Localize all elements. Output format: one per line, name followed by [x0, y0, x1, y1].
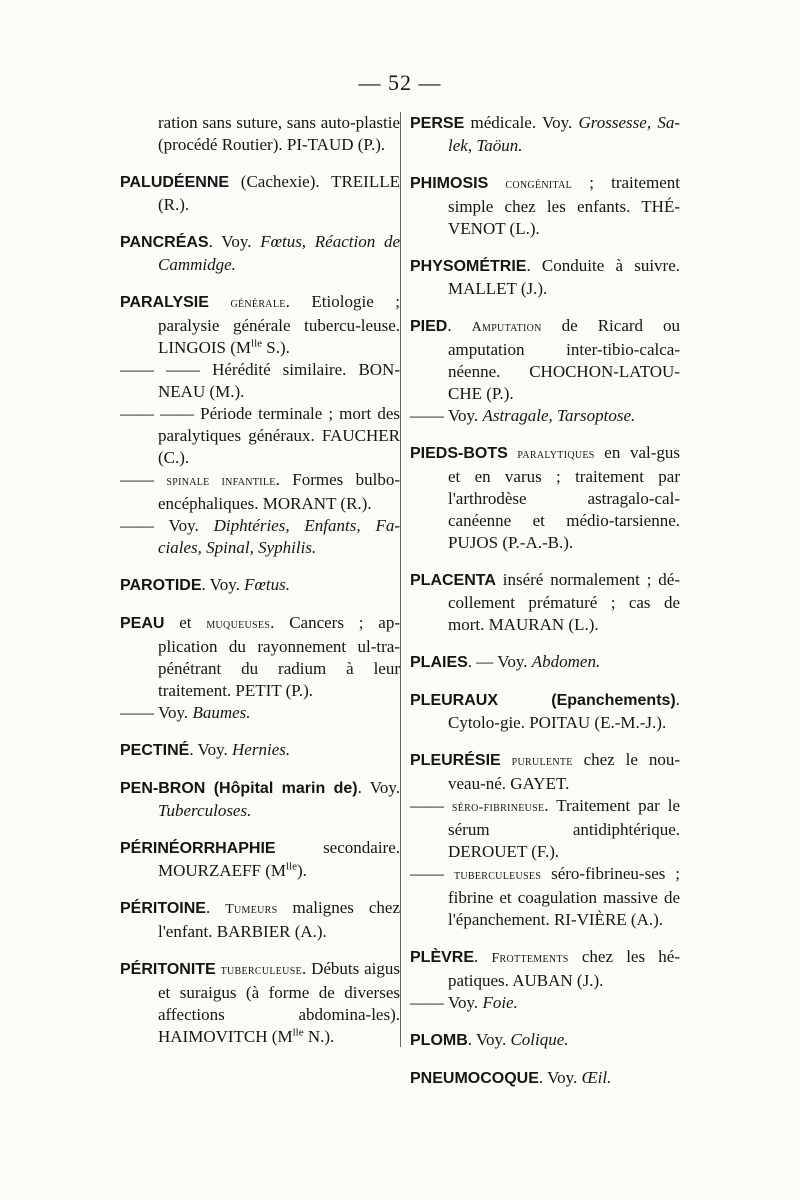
entry-text: —— —— Hérédité similaire. BON-NEAU (M.).	[120, 360, 400, 401]
entry-text: . — Voy.	[467, 652, 532, 671]
entry-text: lle	[286, 860, 297, 873]
entry-text: Fœtus, Réaction de Cammidge.	[158, 232, 400, 274]
entry-heading: PLAIES	[410, 654, 468, 671]
entry-text: Astragale, Tarsoptose.	[482, 406, 636, 425]
index-entry	[120, 958, 400, 1048]
entry-text	[209, 292, 231, 311]
index-entry	[120, 612, 400, 702]
entry-text: —— —— Période terminale ; mort des paralytiques généraux. FAUCHER (C.).	[120, 404, 400, 467]
index-entry	[410, 172, 680, 240]
column-divider	[400, 112, 401, 1047]
index-entry	[410, 255, 680, 300]
index-entry	[410, 442, 680, 554]
entry-text: Amputation	[471, 320, 542, 335]
entry-text: chez le nou-veau-né. GAYET.	[448, 750, 680, 793]
entry-text: (Cachexie). TREILLE (R.).	[158, 172, 400, 214]
entry-text: —— Voy.	[120, 703, 193, 722]
entry-text: —— Voy.	[120, 516, 214, 535]
entry-text	[488, 173, 505, 192]
entry-text: . Voy.	[357, 778, 400, 797]
entry-heading: PIEDS-BOTS	[410, 445, 508, 462]
entry-text: générale	[230, 296, 286, 311]
entry-text: Tumeurs	[225, 902, 278, 917]
entry-heading: PLÈVRE	[410, 949, 475, 966]
entry-heading: PERSE	[410, 115, 465, 132]
index-entry	[410, 992, 680, 1014]
index-entry	[120, 291, 400, 359]
entry-text: . Etiologie ; paralysie générale tubercu-leuse. LINGOIS (M	[158, 292, 401, 357]
entry-heading: PARALYSIE	[120, 294, 209, 311]
index-entry	[410, 112, 680, 157]
entry-text: S.).	[262, 338, 290, 357]
entry-text: ).	[297, 861, 307, 880]
index-entry	[120, 515, 400, 559]
entry-text: . Voy.	[208, 232, 261, 251]
entry-heading: PÉRINÉORRHAPHIE	[120, 840, 276, 857]
entry-text: . Cytolo-gie. POITAU (E.-M.-J.).	[448, 690, 680, 732]
entry-text: Fœtus.	[244, 575, 290, 594]
index-entry	[120, 574, 400, 597]
entry-heading: PÉRITOINE	[120, 900, 206, 917]
entry-text: secondaire. MOURZAEFF (M	[158, 838, 400, 880]
entry-text: inséré normalement ; dé-collement prématuré ; cas de mort. MAURAN (L.).	[448, 570, 680, 634]
entry-text: purulente	[511, 754, 573, 769]
index-entry	[410, 315, 680, 405]
entry-text: et	[164, 613, 207, 632]
entry-text: Œil.	[581, 1068, 612, 1087]
left-column	[120, 112, 400, 1048]
entry-text: lle	[251, 337, 263, 350]
entry-text: muqueuses	[206, 617, 271, 632]
entry-heading: PHYSOMÉTRIE	[410, 258, 527, 275]
entry-heading: PÉRITONITE	[120, 961, 216, 978]
page-number: — 52 —	[358, 70, 442, 95]
entry-text: . Voy.	[538, 1068, 582, 1087]
entry-text: Grossesse, Sa-lek, Taöun.	[448, 113, 680, 155]
index-entry	[410, 795, 680, 863]
entry-text: séro-fibrineuse	[451, 800, 545, 815]
index-entry	[410, 1029, 680, 1052]
index-entry	[120, 231, 400, 276]
entry-text: . Débuts aigus et suraigus (à forme de diverses affections abdomina-les). HAIMOVITCH (M	[158, 959, 401, 1046]
index-entry	[410, 946, 680, 992]
entry-text: . Traitement par le sérum antidiphtérique. DEROUET (F.).	[448, 796, 680, 861]
entry-text: congénital	[505, 177, 573, 192]
entry-text: .	[474, 947, 492, 966]
entry-text: Tuberculoses.	[158, 801, 252, 820]
index-entry	[410, 689, 680, 734]
entry-text: —— Voy.	[410, 993, 483, 1012]
entry-heading: PNEUMOCOQUE	[410, 1070, 539, 1087]
entry-text: séro-fibrineu-ses ; fibrine et coagulation massive de l'épanchement. RI-VIÈRE (A.).	[448, 864, 681, 929]
index-entry	[120, 897, 400, 943]
entry-text	[501, 750, 512, 769]
index-entry	[120, 469, 400, 515]
entry-text: Diphtéries, Enfants, Fa-ciales, Spinal, Syphilis.	[158, 516, 400, 557]
entry-text: ——	[410, 796, 452, 815]
index-entry	[410, 749, 680, 795]
entry-heading: PALUDÉENNE	[120, 174, 230, 191]
entry-heading: PEAU	[120, 615, 165, 632]
entry-text: lle	[292, 1026, 304, 1039]
index-entry	[120, 403, 400, 469]
entry-text: de Ricard ou amputation inter-tibio-calca-néenne. CHOCHON-LATOU-CHE (P.).	[448, 316, 681, 403]
entry-text: Hernies.	[232, 740, 291, 759]
entry-heading: PANCRÉAS	[120, 234, 209, 251]
entry-text: .	[205, 898, 226, 917]
right-column	[410, 112, 680, 1090]
entry-text: Foie.	[482, 993, 518, 1012]
index-entry	[120, 777, 400, 822]
entry-heading: PLEURÉSIE	[410, 752, 501, 769]
index-entry	[410, 405, 680, 427]
index-entry	[120, 702, 400, 724]
entry-text: en val-gus et en varus ; traitement par l'arthrodèse astragalo-cal-canéenne et médio-tarsienne. PUJOS (P.-A.-B.).	[448, 443, 681, 552]
entry-text: . Cancers ; ap-plication du rayonnement ul-tra-pénétrant du radium à leur traitement. PETIT (P.).	[158, 613, 400, 700]
entry-text: ; traitement simple chez les enfants. THÉ-VENOT (L.).	[448, 173, 681, 238]
index-entry	[120, 837, 400, 882]
entry-text: ——	[410, 864, 454, 883]
entry-text: Baumes.	[192, 703, 251, 722]
entry-text: .	[447, 316, 472, 335]
entry-text: Frottements	[491, 951, 569, 966]
entry-text	[508, 443, 518, 462]
index-entry	[410, 1067, 680, 1090]
entry-heading: PLOMB	[410, 1032, 468, 1049]
entry-text: . Voy.	[201, 575, 245, 594]
entry-text: médicale. Voy.	[464, 113, 579, 132]
entry-heading: PECTINÉ	[120, 742, 190, 759]
index-entry	[410, 863, 680, 931]
entry-text: . Voy.	[467, 1030, 511, 1049]
index-entry	[120, 359, 400, 403]
entry-heading: PHIMOSIS	[410, 175, 489, 192]
entry-heading: PLEURAUX (Epanchements)	[410, 692, 676, 709]
entry-text: ——	[120, 470, 167, 489]
entry-heading: PEN-BRON (Hôpital marin de)	[120, 780, 358, 797]
entry-text: paralytiques	[517, 447, 595, 462]
entry-text: —— Voy.	[410, 406, 483, 425]
entry-heading: PLACENTA	[410, 572, 496, 589]
entry-text: tuberculeuses	[453, 868, 542, 883]
index-entry	[120, 171, 400, 216]
entry-text: Colique.	[510, 1030, 569, 1049]
entry-text: tuberculeuse	[220, 963, 302, 978]
index-entry	[410, 569, 680, 636]
entry-text: malignes chez l'enfant. BARBIER (A.).	[158, 898, 400, 941]
entry-text: ration sans suture, sans auto-plastie (procédé Routier). PI-TAUD (P.).	[158, 113, 400, 154]
index-entry	[120, 112, 400, 156]
entry-heading: PAROTIDE	[120, 577, 202, 594]
index-entry	[120, 739, 400, 762]
entry-text: . Formes bulbo-encéphaliques. MORANT (R.).	[158, 470, 401, 513]
index-entry	[410, 651, 680, 674]
entry-heading: PIED	[410, 318, 448, 335]
entry-text: Abdomen.	[531, 652, 601, 671]
entry-text: spinale infantile	[166, 474, 276, 489]
entry-text: . Voy.	[189, 740, 233, 759]
entry-text: chez les hé-patiques. AUBAN (J.).	[448, 947, 680, 990]
entry-text: . Conduite à suivre. MALLET (J.).	[448, 256, 680, 298]
entry-text: N.).	[303, 1027, 335, 1046]
